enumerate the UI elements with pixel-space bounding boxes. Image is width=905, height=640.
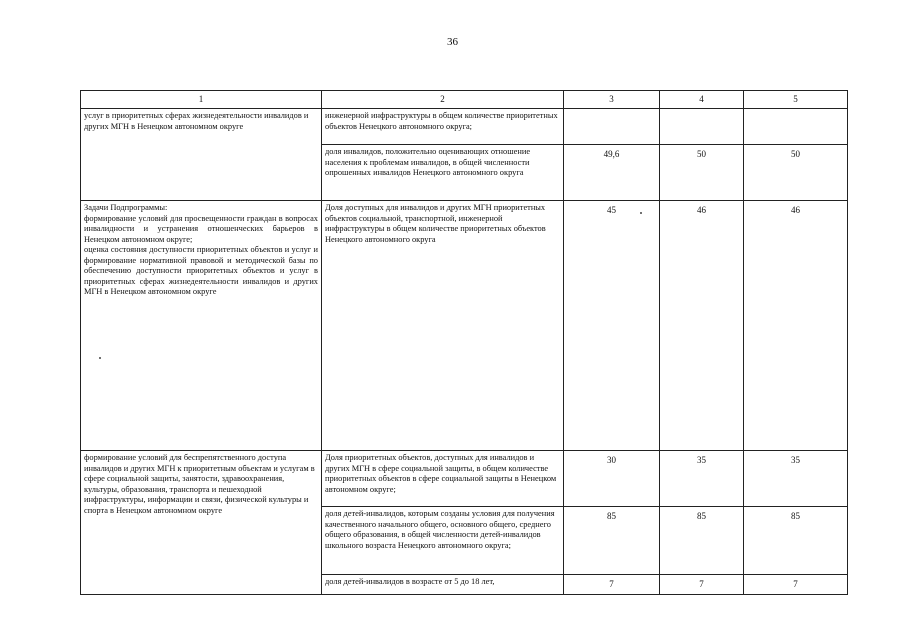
- header-col-4: 4: [660, 91, 744, 109]
- value-2026: 85: [744, 507, 848, 575]
- value-2025: 46: [660, 201, 744, 451]
- indicator-cell: инженерной инфраструктуры в общем количестве приоритетных объектов Ненецкого автономного округа;: [322, 109, 564, 145]
- value-2026: 46: [744, 201, 848, 451]
- header-col-3: 3: [564, 91, 660, 109]
- value-2025: 35: [660, 451, 744, 507]
- value-2026: 50: [744, 145, 848, 201]
- scan-speck: [640, 212, 642, 214]
- table-row: [81, 201, 848, 451]
- tasks-cell: [81, 201, 322, 451]
- value-2024: 45: [564, 201, 660, 451]
- value-2025: [660, 109, 744, 145]
- task-item: оценка состояния доступности приоритетных объектов и услуг и формирование нормативной правовой и методической базы по обеспечению доступности приоритетных объектов и услуг в приоритетных сферах жизнедеятельности инвалидов и других МГН в Ненецком автономном округе: [84, 245, 318, 296]
- value-2024: 30: [564, 451, 660, 507]
- scan-speck: [99, 357, 101, 359]
- indicator-cell: доля инвалидов, положительно оценивающих отношение населения к проблемам инвалидов, в общей численности опрошенных инвалидов Ненецкого автономного округа: [322, 145, 564, 201]
- value-2025: 85: [660, 507, 744, 575]
- indicator-cell: доля детей-инвалидов, которым созданы условия для получения качественного начального общего, основного общего, среднего общего образования, в общей численности детей-инвалидов школьного возраста Ненецкого автономного округа;: [322, 507, 564, 575]
- value-2026: [744, 109, 848, 145]
- indicator-cell: доля детей-инвалидов в возрасте от 5 до 18 лет,: [322, 575, 564, 595]
- task-item: формирование условий для просвещенности граждан в вопросах инвалидности и устранения отношенческих барьеров в Ненецком автономном округе;: [84, 213, 318, 244]
- header-row: [81, 91, 848, 109]
- goal-cell: услуг в приоритетных сферах жизнедеятельности инвалидов и других МГН в Ненецком автономном округе: [81, 109, 322, 201]
- indicator-cell: Доля приоритетных объектов, доступных для инвалидов и других МГН в сфере социальной защиты, в общем количестве приоритетных объектов в сфере социальной защиты в Ненецком автономном округе;: [322, 451, 564, 507]
- indicator-table: [80, 90, 848, 595]
- value-2025: 50: [660, 145, 744, 201]
- table-row: [81, 109, 848, 145]
- value-2026: 35: [744, 451, 848, 507]
- value-2025: 7: [660, 575, 744, 595]
- value-2024: 49,6: [564, 145, 660, 201]
- header-col-1: 1: [81, 91, 322, 109]
- header-col-2: 2: [322, 91, 564, 109]
- value-2024: 7: [564, 575, 660, 595]
- table-row: [81, 451, 848, 507]
- value-2024: [564, 109, 660, 145]
- value-2024: 85: [564, 507, 660, 575]
- goal-cell: формирование условий для беспрепятственного доступа инвалидов и других МГН к приоритетным объектам и услугам в сфере социальной защиты, занятости, здравоохранения, культуры, образования, транспорта и пешеходной инфраструктуры, информации и связи, физической культуры и спорта в Ненецком автономном округе: [81, 451, 322, 595]
- page-number: 36: [447, 36, 458, 48]
- indicator-cell: Доля доступных для инвалидов и других МГН приоритетных объектов социальной, транспортной, инженерной инфраструктуры в общем количестве приоритетных объектов Ненецкого автономного округа: [322, 201, 564, 451]
- header-col-5: 5: [744, 91, 848, 109]
- tasks-title: Задачи Подпрограммы:: [84, 203, 168, 212]
- value-2026: 7: [744, 575, 848, 595]
